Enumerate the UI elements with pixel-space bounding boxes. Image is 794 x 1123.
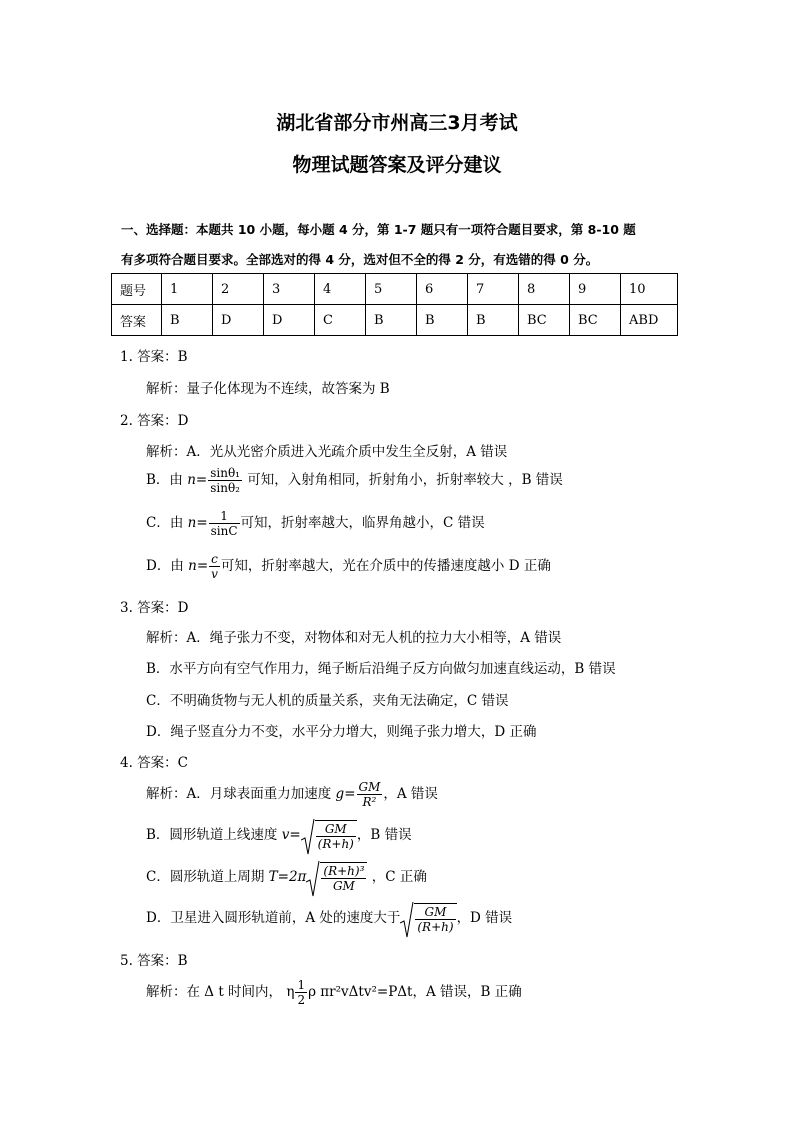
q1-answer: 1. 答案：B: [120, 349, 188, 365]
fraction: [209, 552, 220, 581]
text: 可知，折射率越大，临界角越小，C 错误: [240, 515, 485, 531]
sqrt: [306, 862, 367, 893]
table-cell: B: [417, 305, 468, 336]
fraction: [357, 780, 383, 809]
text: C．由: [146, 515, 188, 531]
table-cell: 3: [264, 274, 315, 305]
text: D．由: [146, 558, 189, 574]
text: ，A 错误: [383, 786, 438, 802]
table-cell: BC: [519, 305, 570, 336]
text: ρ πr²vΔtv²=PΔt，A 错误，B 正确: [308, 984, 522, 1000]
text: C．圆形轨道上周期: [146, 869, 269, 885]
denominator: R²: [362, 795, 377, 809]
text: ，B 错误: [356, 827, 412, 843]
fraction: [208, 466, 242, 495]
sqrt-sign-icon: [306, 860, 320, 898]
formula-var: T=2π: [268, 869, 307, 885]
table-cell: D: [264, 305, 315, 336]
formula-var: n=: [188, 558, 209, 574]
numerator: GM: [415, 905, 455, 920]
q4-answer: 4. 答案：C: [120, 755, 189, 771]
text: 解析：A．月球表面重力加速度: [146, 786, 336, 802]
page-title: 湖北省部分市州高三3月考试: [276, 112, 518, 134]
denominator: (R+h): [417, 920, 454, 934]
q4-analysis-c: [146, 862, 427, 893]
table-cell: C: [315, 305, 366, 336]
q3-analysis-c: C．不明确货物与无人机的质量关系，夹角无法确定，C 错误: [146, 693, 509, 709]
q1-analysis: 解析：量子化体现为不连续，故答案为 B: [146, 381, 390, 397]
section-heading-line1: 一、选择题：本题共 10 小题，每小题 4 分，第 1-7 题只有一项符合题目要求，第 8-10 题: [121, 222, 636, 237]
table-cell: 题号: [112, 274, 162, 305]
sqrt-sign-icon: [400, 901, 414, 939]
numerator: 1: [297, 978, 306, 992]
q4-analysis-b: [146, 820, 412, 851]
q4-analysis-d: [146, 903, 512, 934]
table-cell: 8: [519, 274, 570, 305]
q3-analysis-b: B．水平方向有空气作用力，绳子断后沿绳子反方向做匀加速直线运动，B 错误: [146, 661, 616, 677]
denominator: sinC: [210, 524, 238, 538]
text: 可知，折射率越大，光在介质中的传播速度越小 D 正确: [220, 558, 551, 574]
table-cell: B: [366, 305, 417, 336]
table-cell: 10: [621, 274, 678, 305]
section-heading-line2: 有多项符合题目要求。全部选对的得 4 分，选对但不全的得 2 分，有选错的得 0 分。: [121, 252, 599, 267]
table-cell: 6: [417, 274, 468, 305]
table-cell: 1: [162, 274, 213, 305]
table-cell: 5: [366, 274, 417, 305]
numerator: sinθ₁: [210, 466, 240, 480]
text: B．圆形轨道上线速度: [146, 827, 282, 843]
fraction: [321, 864, 366, 893]
table-cell: 2: [213, 274, 264, 305]
fraction: [209, 509, 240, 538]
denominator: sinθ₂: [210, 481, 240, 495]
q2-analysis-c: [146, 509, 485, 538]
formula-var: g=: [335, 786, 356, 802]
denominator: (R+h): [317, 837, 354, 851]
table-cell: 答案: [112, 305, 162, 336]
table-cell: 7: [468, 274, 519, 305]
table-cell: B: [162, 305, 213, 336]
sqrt: [400, 903, 456, 934]
q5-analysis: [146, 978, 522, 1007]
text: ，D 错误: [456, 910, 513, 926]
sqrt-sign-icon: [301, 818, 315, 856]
q2-answer: 2. 答案：D: [120, 413, 189, 429]
table-cell: B: [468, 305, 519, 336]
page-subtitle: 物理试题答案及评分建议: [292, 154, 502, 176]
fraction: [415, 905, 455, 934]
text: 解析：在 Δ t 时间内， η: [146, 984, 295, 1000]
q3-answer: 3. 答案：D: [120, 600, 189, 616]
text: ，C 正确: [367, 869, 427, 885]
q2-analysis-a: 解析：A．光从光密介质进入光疏介质中发生全反射，A 错误: [146, 444, 508, 460]
text: D．卫星进入圆形轨道前，A 处的速度大于: [146, 910, 401, 926]
table-row: [112, 274, 678, 305]
q2-analysis-b: [146, 466, 563, 495]
q3-analysis-a: 解析：A．绳子张力不变，对物体和对无人机的拉力大小相等，A 错误: [146, 630, 562, 646]
fraction: [295, 978, 307, 1007]
text: 可知，入射角相同，折射角小，折射率较大 ，B 错误: [243, 472, 563, 488]
denominator: v: [211, 567, 218, 581]
q4-analysis-a: [146, 780, 438, 809]
table-cell: D: [213, 305, 264, 336]
formula-var: n=: [187, 515, 208, 531]
denominator: 2: [297, 993, 306, 1007]
table-row: [112, 305, 678, 336]
formula-var: n=: [187, 472, 208, 488]
text: B．由: [146, 472, 188, 488]
table-cell: BC: [570, 305, 621, 336]
numerator: 1: [209, 509, 240, 524]
numerator: (R+h)³: [323, 864, 365, 878]
table-cell: 4: [315, 274, 366, 305]
q3-analysis-d: D．绳子竖直分力不变，水平分力增大，则绳子张力增大，D 正确: [146, 724, 537, 740]
answer-table: [111, 273, 678, 336]
table-cell: 9: [570, 274, 621, 305]
numerator: c: [209, 552, 220, 567]
q5-answer: 5. 答案：B: [120, 953, 188, 969]
fraction: [316, 822, 356, 851]
numerator: GM: [316, 822, 356, 837]
denominator: GM: [332, 879, 355, 893]
formula-var: v=: [281, 827, 301, 843]
q2-analysis-d: [146, 552, 551, 581]
sqrt: [301, 820, 357, 851]
numerator: GM: [358, 780, 381, 794]
table-cell: ABD: [621, 305, 678, 336]
